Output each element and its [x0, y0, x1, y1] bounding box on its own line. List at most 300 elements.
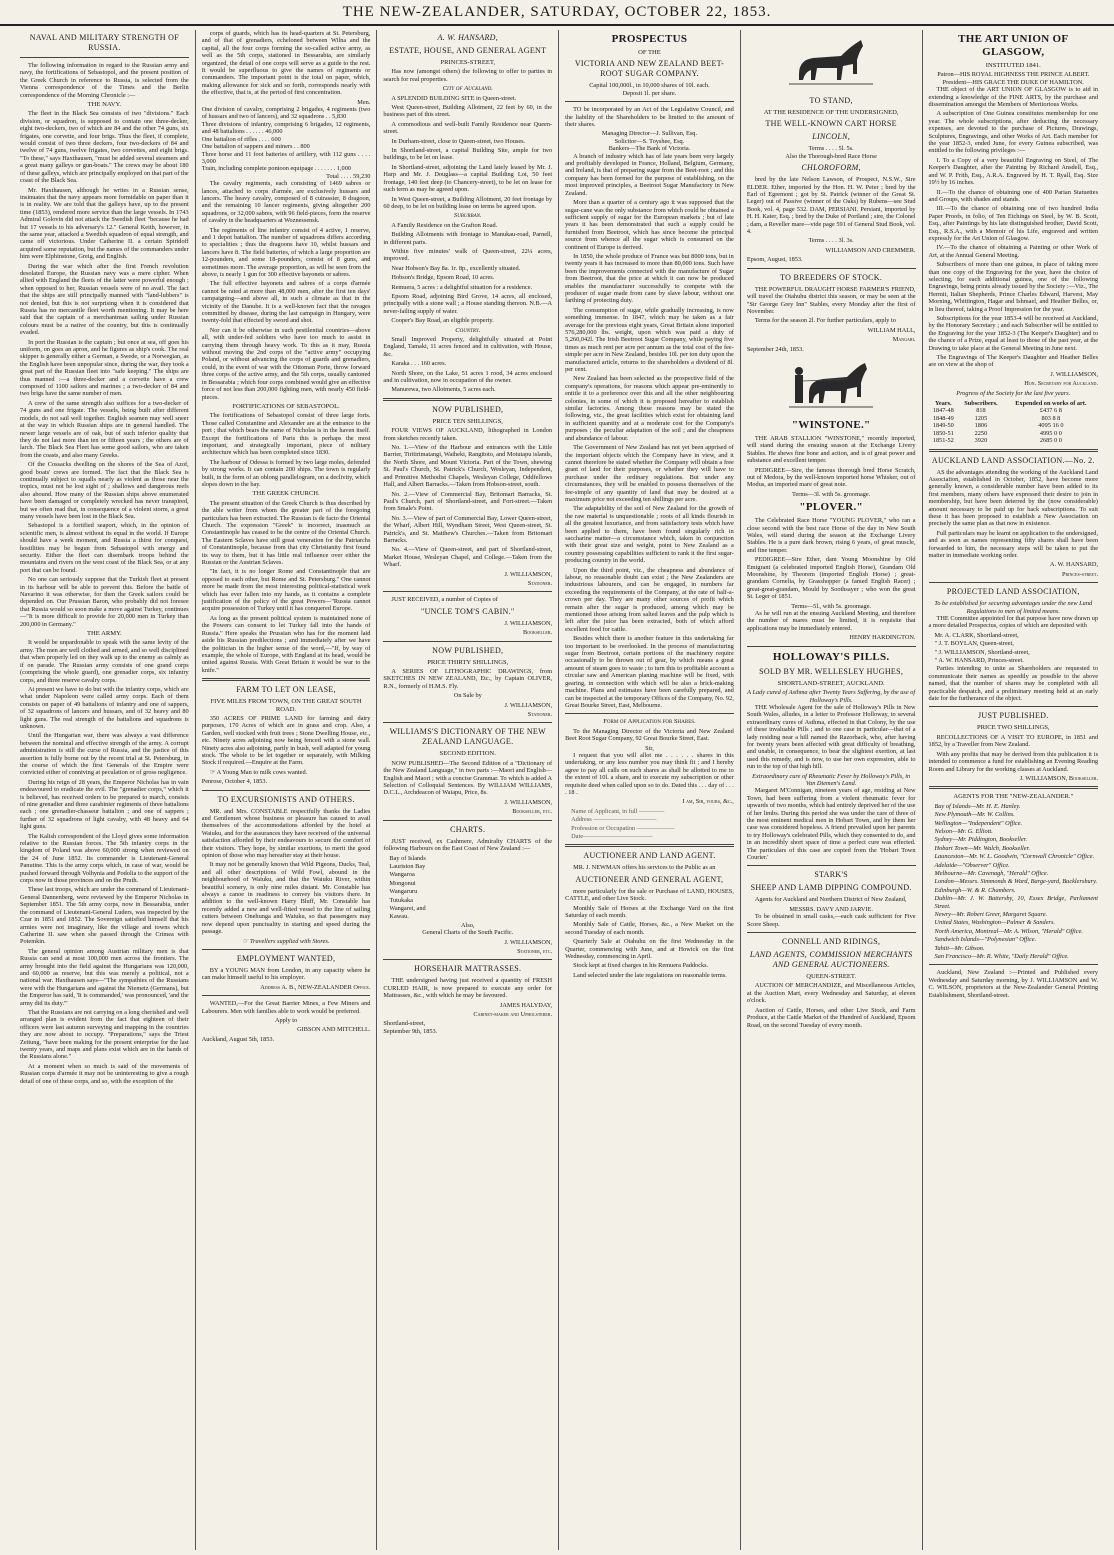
list-item: Near Hobson's Bay 8a. 1r. 8p., excellently situated.: [391, 264, 521, 272]
table-cell: 4095 16 0: [1038, 422, 1064, 430]
agent-item: Edinburgh—W. & R. Chambers.: [934, 886, 1016, 894]
paragraph: I request that you will allot me . . . . . . shares in this undertaking, or any less number you may think fit ; and I hereby agree to pay all calls on such shares as shall be allotted to me to the extent of 10l. a share, and to execute my subscription or other requisite deed when called upon so to do. Dated this . . . day of . . . . 18 .: [565, 751, 734, 796]
ad-heading: EMPLOYMENT WANTED,: [236, 953, 336, 963]
paragraph: The cavalry regiments, each consisting of 1469 sabres or lances, attached to corps d'armée, are exclusively hussars and lancers. The heavy cavalry, composed of 8 cuirassier, 8 dragoon, and the remaining 10 lancer regiments, giving altogether 200 squadrons, or 32,000 sabres, with 96 field-pieces, form the reserve of cavalry in the headquarters at Woznessensk.: [201, 180, 371, 225]
table-row: One battalion of sappers and miners . . 800: [201, 143, 310, 151]
paragraph: A branch of industry which has of late years been very largely and profitably developed in France, Holland, Belgium, Germany, and Ireland, is that of preparing sugar from the Beet-root ; and this company has been formed for the purpose of establishing, on the most improved principles, a Beetroot Sugar Manufactory in New Zealand.: [565, 152, 734, 197]
paragraph: It may not be generally known that Wild Pigeons, Ducks, Teal, and all other descriptions of Wild Fowl, abound in the neighbourhood of Waiuku, and that the Waiuku River, within beautiful scenery, is only nine miles distant. Mr. Constable has always a canoe in readiness to convey his visitors there. In addition to the well-known Harry Bluff, Mr. Constable has recently added a new and well-fitted vessel to the line of sailing cutters between Onehunga and Waiuku, so that passengers may now depend upon punctuality in starting and speed during the passage.: [201, 861, 371, 936]
masthead: [0, 0, 1114, 26]
ad-heading: NOW PUBLISHED,: [432, 645, 504, 655]
paragraph: The Celebrated Race Horse "YOUNG PLOVER," who ran a close second with the best race Horse of the day in New South Wales, will stand during the season at the Exchange Livery Stables. He is a pure dark brown, rising 6 years, of great muscle, and fine temper.: [746, 517, 916, 554]
list-item: II.—To the chance of obtaining one of 400 Parian Statuettes and Groups, with shades and stands.: [928, 188, 1099, 203]
agent-item: San Francisco—Mr. R. White, "Daily Herald" Office.: [934, 953, 1069, 961]
form-field: Address ——————————: [571, 816, 657, 824]
table-cell: 1847-48: [932, 407, 954, 415]
paragraph: The general opinion among Austrian military men is that Russia can send at most 100,000 men across the frontiers. The army brought into the field against the Hungarians was 120,000, and 60,000 as reserve, but this was merely a political, not a national war. Haxthausen says—"The sympathies of the Russians were with the Hungarians and against the Niemetz (Germans), but the Emperor has said, 'It is commanded,' was pronounced, 'and the army did its duty.'": [20, 947, 189, 1007]
paragraph: It would be unpardonable to speak with the same levity of the army. The men are well clothed and armed, and so well disciplined that when properly led on they walk up to the enemy as calmly as if on parade. The Russian army consists of one grand corps (comprising the whole guard), one grenadier corps, six infantry corps, and three reserve cavalry corps.: [20, 639, 189, 684]
ad-street: Shortland-street,: [383, 1020, 426, 1028]
ad-subheading: AT THE RESIDENCE OF THE UNDERSIGNED,: [763, 109, 899, 116]
list-item: No. 3.—View of part of Commercial Bay, Lower Queen-street, the Wharf, Albert Hill, Wyndham Street, West Queen-street, St. Patrick's, and St. Matthew's Churches.—Taken from Britomart Barracks.: [383, 514, 553, 544]
divider: [747, 932, 916, 933]
ad-terms: Terms . . . . 5l. 5s.: [808, 145, 854, 153]
divider: [202, 995, 371, 996]
ad-signature: J. WILLIAMSON,: [1050, 370, 1099, 378]
list-item: Building Allotments with frontage to Manukau-road, Parnell, in different parts.: [383, 231, 553, 246]
ad-date: Epsom, August, 1853.: [746, 256, 803, 264]
list-item: Epsom Road, adjoining Bird Grove, 14 acres, all enclosed, principally with a stone wall ; a House standing thereon. N.B.—A never-failing supply of water.: [383, 292, 553, 315]
ad-title: THE WELL-KNOWN CART HORSE: [765, 119, 897, 129]
paragraph: PEDIGREE—Sire Ether, dam Young Moonshine by Old Emigrant (a celebrated imported English Horse), Grandam Old Moonshine, by Theorem (imported English Horse) ; great-grandam Cornelia, by Grasshopper (a famed English Racer) ; great-great-grandam, Mould by Soothsayer ; who won the great St. Leger of 1851.: [746, 556, 916, 601]
paragraph: During his reign of 28 years, the Emperor Nicholas has in vain endeavoured to eradicate the evil. The "grenadier corps," which it is believed, has received orders to be prepared to march, consists of nine grenadier and three carabinier regiments of three battalions each ; one grenadier-chasseur battalion ; and one of sappers ; further of 32 squadrons of light cavalry, with 48 heavy and 64 light guns.: [20, 778, 189, 831]
ad-signature: GIBSON AND MITCHELL.: [297, 1026, 371, 1034]
ad-signature: A. W. HANSARD,: [1049, 561, 1099, 569]
ad-patron: Patron—HIS ROYAL HIGHNESS THE PRINCE ALBERT.: [937, 71, 1090, 79]
ad-note: General Charts of the South Pacific.: [422, 929, 514, 937]
paragraph: In 1850, the whole produce of France was but 8000 tons, but in twenty years it has increased to more than 80,000 tons. Such have been the improvements connected with the manufacture of Sugar from Beetroot, that the price at which it can now be produced enables the manufacturer successfully to compete with the producer of sugar made from cane by slave labour, without one farthing of protecting duty.: [565, 252, 734, 305]
paragraph: THE POWERFUL DRAUGHT HORSE FARMER'S FRIEND, will travel the Otahuhu district this season, or may be seen at the "Sir George Grey Inn" Stables, every Monday after the first of November.: [746, 285, 916, 315]
ad-case-title: Extraordinary cure of Rheumatic Fever by Holloway's Pills, in Van Diemen's Land.: [752, 772, 911, 787]
paragraph: JUST RECEIVED, a number of Copies of: [391, 596, 498, 604]
paragraph: The fortifications of Sebastopol consist of three large forts. Those called Constantine and Alexander are at the entrance to the port ; that which bears the name of Nicholas is in the haven itself. Except the fortifications of Paris this is perhaps the most important, and strategically important, piece of military architecture which has been completed since 1830.: [201, 412, 371, 457]
paragraph: FOUR VIEWS OF AUCKLAND, lithographed in London from sketches recently taken.: [383, 427, 553, 442]
ad-agents: MESSRS. DAVY AND JARVIE.: [789, 905, 873, 913]
list-item: A SPLENDID BUILDING SITE in Queen-street.: [391, 94, 517, 102]
divider: [383, 641, 552, 642]
paragraph: PEDIGREE—Sire, the famous thorough bred Horse Scratch, out of Medora, by the well-known imported horse Whisker, out of Modus, an imported mare of great note.: [746, 466, 916, 489]
list-item: A commodious and well-built Family Residence near Queen-street.: [383, 120, 553, 136]
paragraph: Agents for Auckland and Northern District of New Zealand,: [754, 896, 907, 904]
ad-heading: CHARTS.: [450, 824, 486, 834]
list-item: In Shortland-street, adjoining the Land lately leased by Mr. J. Harp and Mr. J. Douglass—a capital Building Lot, 50 feet frontage, 140 feet deep (to Chancery-street), to be let on lease for such term as may be agreed upon.: [383, 163, 553, 194]
divider: [929, 582, 1099, 583]
list-item: North Shore, on the Lake, 51 acres 1 rood, 34 acres enclosed and in cultivation, now in occupation of the owner.: [383, 369, 553, 385]
divider: [202, 790, 371, 791]
paragraph: Monthly Sale of Cattle, Horses, &c., a New Market on the second Tuesday of each month.: [565, 921, 734, 936]
table-row: [929, 437, 1099, 444]
ad-price: PRICE TWO SHILLINGS,: [976, 724, 1050, 732]
paragraph: Terms for the season 2l. For further particulars, apply to: [754, 317, 896, 325]
paragraph: Subscribers of more than one guinea, in place of taking more than one copy of the Engraving for the year, have the choice of selecting, for each additional guinea, one of the following Engravings, being prints already issued by the Society :—Viz., The Hermit, Italian Shepherds, Prince Charles Edward, Harvest, May Morning, Whittington, Hagar and Ishmael, and Heather Belles, or, in lieu thereof, taking a Proof Impression for the year.: [928, 261, 1099, 313]
divider: [383, 959, 552, 960]
agent-item: Newry—Mr. Robert Greer, Margaret Square.: [934, 911, 1048, 918]
table-row: [929, 422, 1099, 429]
list-item: West Queen-street, Building Allotment, 22 feet by 60, in the business part of this street.: [383, 104, 553, 119]
ad-heading: PROSPECTUS: [611, 33, 688, 45]
paragraph: Mr. Haxthausen, although he writes in a Russian sense, insinuates that the navy appears more formidable on paper than it is in reality. We are told that the galleys have, up to the present time (1853), rendered more service than the large vessels. In 1743 Admiral Golovin did not attack the Swedish fleet "because he had but 17 vessels to his adversary's 12." General Keith, however, in the same year, attacked a Swedish squadron of equal strength, and came off victorious. Under Catherine II. a certain Spiridoff acquired some reputation, but the names of the commanders under him were Elphinstone, Greig, and English.: [20, 186, 189, 261]
ad-deposit: Deposit 1l. per share.: [622, 89, 677, 97]
ad-capital: Capital 100,000l., in 10,000 shares of 10l. each.: [589, 82, 710, 90]
table-cell: 1806: [974, 422, 988, 430]
paragraph: TO be incorporated by an Act of the Legislative Council, and the liability of the Shareholders to be limited to the amount of their shares.: [565, 106, 734, 129]
ad-note: On Sale by: [453, 692, 482, 700]
ad-signature: JAMES HALYDAY,: [499, 1001, 553, 1009]
ad-note: Also,: [461, 921, 475, 929]
divider: [383, 398, 552, 401]
ad-price: PRICE TEN SHILLINGS,: [432, 417, 503, 425]
table-cell: 1850-51: [932, 429, 954, 437]
list-item: In West Queen-street, a Building Allotment, 20 feet frontage by 60 deep, to be let on building lease on terms be agreed upon.: [383, 195, 553, 210]
paragraph: That the Russians are not carrying on a long cherished and well arranged plan is evident from the fact that eighteen of their officers were last autumn surveying and mapping in the countries they are now about to occupy. "Preparations," says the Triest Zeitung, "have been making for the present enterprise for the last twenty years, and maps and plans exist which are in the hands of the Russians alone.": [20, 1008, 189, 1061]
ad-title: LAND AGENTS, COMMISSION MERCHANTS AND GENERAL AUCTIONEERS.: [749, 950, 913, 970]
paragraph: THE Wholesale Agent for the sale of Holloway's Pills in New South Wales, alludes, in a letter to Professor Holloway, to several extraordinary cures of Asthma, effected in that Colony, by the use of these invaluable Pills ; and to one case in particular—that of a lady residing near a hill named the Razorback, who, after having for twenty years been affected with great difficulty of breathing, and unable, in consequence, to bear the slightest exertion, at last used this remedy, and is now, to use her own expression, able to run to the top of that high hill.: [746, 703, 916, 771]
horse-name: CHLOROFORM,: [801, 163, 861, 173]
paragraph: Has now (amongst others) the following to offer to parties in search for real properties.: [383, 68, 553, 83]
agent-item: Bay of Islands—Mr. H. E. Hanley.: [934, 802, 1021, 810]
paragraph: The fleet in the Black Sea consists of two "divisions." Each division, or squadron, is supposed to contain one three-decker, eight two-deckers, two of which are 84 and the other 74 guns, six frigates, one corvette, and four brigs. Thus the fleet, if complete, would consist of two three deckers, four two-deckers of 84 and twelve of 74 guns, twelve frigates, two corvettes, and eight brigs. "To these," says Haxthausen, "must be added several steamers and a great many galleys or gun-boats." The crews may be about 180 of these galleys, which are principally employed on that part of the coast of the Black Sea.: [20, 110, 189, 185]
ad-heading: HOLLOWAY'S PILLS.: [772, 650, 890, 663]
ad-terms: Terms . . . . 3l. 3s.: [808, 237, 854, 245]
form-field: Name of Applicant, in full ————: [571, 807, 665, 815]
paragraph: The following information in regard to the Russian army and navy, the fortifications of Sebastopol, and the present position of the Greek Church in reference to Russia, is selected from the Vienna correspondence of the Times and the Berlin correspondence of the Morning Chronicle :—: [20, 62, 189, 99]
paragraph: Besides which there is another feature in this undertaking far too important to be overlooked. In the process of manufacturing sugar from Beetroot, certain portions of the machinery require occasionally to be thrown out of gear, by which means a great amount of steam goes to waste ; to turn this to profitable account a circular saw and American planing machine will be fixed, with gearing, in connection with which will be also a brick-making machine. Plans and estimates have been carefully prepared, and can be inspected at the temporary Offices of the Company, No. 92, Great Bourke Street, East, Melbourne.: [565, 635, 734, 709]
list-item: Lauriston Bay: [389, 862, 426, 870]
ad-signature-title: Bookseller, etc.: [512, 808, 553, 816]
paragraph: At a moment when so much is said of the movements of Russian corps d'armée it may not be uninteresting to give a rough detail of one of these corps, and so, with the exception of the: [20, 1062, 189, 1085]
list-item: Within five minutes' walk of Queen-street, 22¼ acres, improved.: [383, 247, 553, 263]
divider: [383, 722, 552, 723]
paragraph: THE ARAB STALLION "WINSTONE," recently imported, will stand during the ensuing season at the Exchange Livery Stables. He shews fine bone and action, and is of great power and substance and excellent temper.: [746, 434, 916, 465]
ad-signature-title: Stationer.: [527, 711, 553, 719]
agent-item: Wellington—"Independent" Office.: [934, 819, 1023, 827]
list-item: Remuera, 5 acres : a delightful situation for a residence.: [391, 283, 533, 291]
ad-date: Penrose, October 4, 1853.: [201, 778, 268, 786]
paragraph: More than a quarter of a century ago it was supposed that the sugar-cane was the only substance from which could be obtained a sufficient supply of sugar for the European markets ; but of late years it has been demonstrated that such a supply could be furnished from Beetroot, which has since become the principal source from whence all the sugar which is consumed on the continent of Europe is derived.: [565, 199, 734, 251]
paragraph: A SERIES OF LITHOGRAPHIC DRAWINGS, from SKETCHES IN NEW ZEALAND, Etc., by Captain OLIVER, R.N., formerly of H.M.S. Fly.: [383, 668, 553, 690]
agent-item: New Plymouth—Mr. W. Collins.: [934, 811, 1015, 819]
ad-signature: WILLIAMSON AND CREMMER.: [825, 246, 916, 254]
paragraph: Stock kept at fixed charges in his Remuera Paddocks.: [573, 962, 709, 970]
agent-item: Launceston—Mr. W. L. Goodwin, "Cornwall Chronicle" Office.: [934, 853, 1095, 861]
table-cell: 1849-50: [932, 422, 954, 430]
ad-signature: J. WILLIAMSON,: [504, 701, 553, 709]
table-row: One battalion of rifles . . . . 600: [201, 135, 281, 143]
ad-place: Mangari.: [892, 336, 916, 344]
ad-date: September 24th, 1853.: [746, 345, 804, 353]
ad-title: VICTORIA AND NEW ZEALAND BEET-ROOT SUGAR COMPANY.: [574, 59, 725, 79]
ad-heading: JUST PUBLISHED.: [977, 711, 1049, 721]
form-sign: I am, Sir, yours, &c.,: [682, 798, 734, 806]
ad-signature: WILLIAM HALL,: [867, 326, 916, 334]
divider: [565, 101, 734, 102]
ad-note: ☞ Travellers supplied with Stores.: [242, 937, 330, 945]
divider: [929, 786, 1099, 789]
paragraph: Nor can it be otherwise in such pestilential countries—above all, with under-fed soldiers who have too much to assist in carrying them through heavy work. To this as it may, Russia without moving the 2nd corps of the "active army" occupying Poland, or without advancing the corps of guards and grenadiers, could, in the event of war with the Ottoman Porte, throw forward three corps of the active army, and the 5th corps, usually cantoned in Bessarabia ; which four corps combined would give an effective force of not less than 200,000 fighting men, with nearly 450 field-pieces.: [201, 326, 371, 401]
divider: [565, 844, 734, 847]
divider: [20, 57, 189, 58]
form-field: Profession or Occupation ——————: [571, 824, 675, 832]
paragraph: To the Managing Director of the Victoria and New Zealand Beet Root Sugar Company, 92 Great Bourke Street, East.: [565, 727, 734, 743]
table-cell: 1848-49: [932, 414, 954, 422]
list-item: " J. T. BOYLAN, Queen-street,: [934, 640, 1014, 648]
list-item: No. 2.—View of Commercial Bay, Britomart Barracks, St. Paul's Church, part of Shortland-street, and Fort-street.—Taken from Smale's Point.: [383, 490, 553, 513]
paragraph: The full effective bayonets and sabres of a corps d'armée cannot be rated at more than 48,000 men, after the first ten days' campaigning—and above all, in such a climate as that in the vicinity of the Danube. It is a well-known fact that the ravages committed by disease, during the last campaign in Hungary, were twenty-fold that effected by sword and shot.: [201, 280, 371, 325]
paragraph: As he will run at the ensuing Auckland Meeting, and therefore the number of mares must be limited, it is requisite that applications may be immediately entered.: [746, 610, 916, 632]
paragraph: A crew of the same strength also suffices for a two-decker of 74 guns and one frigate. The vessels, being built after different models, do not sail well together. English seamen may well sneer at the way in which Russian ships are in general handled. The newer large vessels are of oak, but of such inferior quality that they do not last more than ten or fifteen years ; the others are of larch. The Black Sea Fleet has some good sailors, who are taken from the coasts, and also many Greeks.: [20, 399, 189, 459]
list-item: IV.—To the chance of obtaining a Painting or other Work of Art, at the Annual General Meeting.: [928, 244, 1099, 259]
ad-contact: Apply to: [274, 1016, 298, 1024]
paragraph: AS the advantages attending the working of the Auckland Land Association, established in October, 1852, have become more generally known, a considerable number have been added to its first members, many others have expressed their desire to join in membership, but have been deterred by the (now considerable) amount necessary to be paid up for back subscriptions. To suit these it has been proposed to establish a New Association on precisely the same plan as that now in existence.: [928, 468, 1099, 528]
ad-street: PRINCES-STREET,: [440, 59, 496, 66]
ad-heading: PROJECTED LAND ASSOCIATION,: [946, 587, 1080, 597]
divider: [202, 949, 371, 950]
list-item: In Durham-street, close to Queen-street, two Houses.: [391, 137, 526, 145]
table-header: Years.: [935, 400, 952, 408]
list-item: In Shortland-street, a capital Building Site, ample for two buildings, to be let on lease.: [383, 147, 553, 162]
ad-date: September 9th, 1853.: [383, 1027, 438, 1035]
agent-item: Tahiti—Mr. Gibson.: [934, 944, 985, 952]
ad-officer: Managing Director—J. Sullivan, Esq.: [601, 130, 698, 138]
paragraph: Sebastopol is a fortified seaport, which, in the opinion of scientific men, is almost without its equal in the world. If Europe should have a week moment, and Russia a thirst for conquest, hostilities may be begun from Sebastopol with energy and security. Either the fleet can disembark troops behind the mountains and rivers on the west coast of the Black Sea, or at any port that can be found.: [20, 522, 189, 574]
paragraph: MR. and Mrs. CONSTABLE respectfully thanks the Ladies and Gentlemen whose business or pleasure has caused to avail themselves of the accommodations afforded by the hotel at Waiuku, and for the assurances they have received of the universal satisfaction afforded by their endeavours to secure the comfort of their visitors. They hope, by similar exertions, to merit the good opinion of those who may hereafter stay at their house.: [201, 807, 371, 860]
table-row: [929, 430, 1099, 437]
list-item: Mr. A. CLARK, Shortland-street,: [934, 631, 1019, 639]
column-3: [377, 30, 559, 1550]
agent-item: London—Messrs. Simmonds & Ward, Barge-yard, Bucklersbury.: [934, 878, 1098, 886]
list-item: I. To a Copy of a very beautiful Engraving on Steel, of The Keeper's Daughter, after the Painting by Richard Ansdell, Esq., and W. P. Frith, Esq., A.R.A. Engraved by H. T. Ryall, Esq. Size 19½ by 16 inches.: [928, 156, 1099, 187]
agent-item: Nelson—Mr. G. Elliott.: [934, 827, 993, 835]
list-item: " A. W. HANSARD, Princes-street.: [934, 657, 1024, 665]
list-item: No. 4.—View of Queen-street, and part of Shortland-street, Market House, Wesleyan Chapel, and College.—Taken from the Wharf.: [383, 546, 553, 569]
ad-signature-title: Princes-street.: [1061, 570, 1099, 578]
table-row: One division of cavalry, comprising 2 brigades, 4 regiments (two of hussars and two of lancers), and 32 squadrons . . 5,830: [201, 106, 371, 121]
ad-contact: Address A. B., NEW-ZEALANDER Office.: [260, 983, 371, 991]
section-heading: Country.: [455, 326, 481, 334]
ad-heading: WILLIAMS'S DICTIONARY OF THE NEW ZEALAND LANGUAGE.: [389, 727, 546, 747]
divider: [383, 591, 552, 592]
list-item: Cooper's Bay Road, an eligible property.: [391, 317, 494, 325]
article-title: NAVAL AND MILITARY STRENGTH OF RUSSIA.: [29, 33, 179, 52]
section-heading: City of Auckland.: [442, 85, 493, 93]
ad-subheading: INSTITUTED 1841.: [985, 62, 1041, 69]
ad-signature-title: Stationer.: [527, 579, 553, 587]
list-item: Wangaroa: [389, 871, 415, 879]
ad-signature: J. WILLIAMSON,: [504, 570, 553, 578]
paragraph: bred by the late Nelson Lawson, of Prospect, N.S.W., Sire ELDER. Ether, imported by the Hon. H. W. Peter ; bred by the Earl of Egremont ; got by St. Patrick (winner of the Great St. Leger) out of Passive (winner of the Oaks) by Rubens—see Stud Book, vol. 4, page 532. DAM, PERSIANI. Persiani, imported by H. H. Kater, Esq. ; bred by the Duke of Portland ; sire, the Colonel ; dam, a Reveller mare—vide page 591 of General Stud Book, vol. 4.: [746, 176, 916, 236]
ad-street: SHORTLAND-STREET, AUCKLAND.: [777, 679, 885, 687]
table-cell: 818: [976, 407, 986, 415]
ad-signature: J. WILLIAMSON,: [504, 798, 553, 806]
table-row: Three divisions of infantry, comprising 6 brigades, 12 regiments, and 48 battalions . . . . . . 46,000: [201, 120, 371, 136]
masthead-title: THE NEW-ZEALANDER, SATURDAY, OCTOBER 22, 1853.: [342, 3, 772, 20]
paragraph: THE object of the ART UNION OF GLASGOW is to aid in extending a knowledge of the FINE ARTS, by the purchase and dissemination amongst the Members of Meritorious Works.: [928, 86, 1099, 109]
column-2: [196, 30, 378, 1550]
list-item: Wangarei, and: [389, 904, 426, 912]
divider: [747, 646, 916, 647]
table-cell: 4995 0 0: [1039, 429, 1062, 437]
list-item: Manurewa, two Allotments, 5 acres each.: [391, 386, 496, 394]
ad-subheading: To be established for securing advantages under the new Land Regulations to men of limited means.: [934, 600, 1093, 615]
paragraph: With any profits that may be derived from this publication it is intended to commence a fund for establishing an Evening Reading Room and Library for the working classes at Auckland.: [928, 750, 1099, 773]
paragraph: No one can seriously suppose that the Turkish fleet at present in its harbour will be able to prevent this. Before the battle of Navarino it was otherwise, for then the Greek sailors could be depended on. Our Prussian Baron, who probably did not foresee that Russia would so soon make a move against Turkey, continues—"It is more difficult to provide for 20,000 men in Turkey than 200,000 in Germany.": [20, 576, 189, 628]
ad-heading: A. W. HANSARD,: [437, 33, 499, 42]
ad-title: AUCTIONEER AND GENERAL AGENT,: [575, 874, 724, 884]
agent-item: Melbourne—Mr. Cavenagh, "Herald" Office.: [934, 869, 1049, 877]
table-cell: 803 8 8: [1041, 414, 1061, 422]
ad-heading: HORSEHAIR MATTRASSES.: [414, 964, 522, 974]
table-caption: Progress of the Society for the last five years.: [956, 389, 1071, 397]
paragraph: The present situation of the Greek Church is thus described by the able writer from whom the greater part of the foregoing particulars has been extracted. The Russian is de facto the Oriental Church. The expression "Greek" is incorrect, inasmuch as Constantinople has ceased to be the centre of the Oriental Church. The Eastern Sclaves have still great veneration for the Patriarchs of Constantinople, because from that city Christianity first found its way to them, but it has little real influence over either the Russian or the Austrian Sclaves.: [201, 499, 371, 567]
section-heading: THE NAVY.: [87, 101, 122, 109]
paragraph: The consumption of sugar, while gradually increasing, is now something immense. In 1847, which may be taken as a fair average for the previous eight years, Great Britain alone imported 576,280,000 lbs. weight, upon which was paid a duty of 5,260,042l. The Irish Beetroot Sugar Company, while paying five times as much rent per acre per annum as the total cost of the fee-simple per acre in New Zealand, besides 10l. per ton duty upon the manufactured article, returns to the shareholders a dividend of 8l. per cent.: [565, 306, 734, 374]
list-item: Hobson's Bridge, Epsom Road, 10 acres.: [391, 274, 495, 282]
agent-item: Sandwich Islands—"Polynesian" Office.: [934, 936, 1037, 944]
paragraph: WANTED,—For the Great Barrier Mines, a Few Miners and Labourers. Men with families able to work would be preferred.: [201, 1000, 371, 1015]
paragraph: THE undersigned having just received a quantity of FRESH CURLED HAIR, is now prepared to execute any order for Mattrasses, &c., with which he may be favoured.: [383, 977, 553, 1000]
paragraph: Parties intending to unite as Shareholders are requested to communicate their names as speedily as possible to the above named, that the number of shares may be completed with all practicable despatch, and a preliminary meeting held at an early date for the furtherance of the object.: [928, 665, 1099, 703]
agent-item: United States, Washington—Palmer & Sanders.: [934, 919, 1055, 927]
list-item: " J. WILLIAMSON, Shortland-street,: [934, 648, 1030, 656]
paragraph: 350 ACRES OF PRIME LAND for farming and dairy purposes, 170 Acres of which are in grass and crop. Also, a Garden, well stocked with fruit trees ; Stone Dwelling House, etc., etc. Ninety acres adjoining now being fenced with a stone wall. Ninety acres also adjoining, partly in bush, well adapted for young stock. The whole to be let together or separately, with Milking Stock if required.—Enquire at the Farm.: [201, 714, 371, 767]
ad-subheading: OF THE: [638, 49, 661, 56]
section-heading: Form of Application for Shares.: [603, 718, 696, 726]
ad-signature-title: Stationer, etc.: [517, 947, 553, 955]
divider: [929, 449, 1099, 452]
paragraph: The Engravings of The Keeper's Daughter and Heather Belles are on view at the shop of: [928, 354, 1099, 369]
table-row: Train, including complete pontoon equipage . . . . . . . 1,000: [201, 165, 352, 173]
paragraph: corps of guards, which has its head-quarters at St. Petersburg, and of that of grenadiers, echeloned between Wilna and the capital, all the four corps forming the so-called active army, as well as the 5th corps, stationed in Bessarabia, are similarly organized, the detail of one corps will serve as a guide to the rest. It would be superfluous to give the names of regiments or commanders. The important point is the total on paper, which, making allowance for sick and so forth, corresponds nearly with the effective, that is, at the period of first concentration.: [201, 30, 371, 97]
table-header: Subscribers.: [964, 400, 998, 408]
ad-signature: J. WILLIAMSON,: [504, 619, 553, 627]
list-item: A Family Residence on the Grafton Road.: [391, 221, 498, 229]
ad-heading: CONNELL AND RIDINGS,: [781, 937, 881, 947]
divider: [747, 268, 916, 269]
paragraph: The adaptability of the soil of New Zealand for the growth of the raw material is unquestionable ; roots of all kinds flourish in all the greatest luxuriance, and from satisfactory tests which have been applied to them, have been found singularly rich in saccharine matter—a circumstance which, taken in conjunction with their great size and weight, point to New Zealand as a country possessing capabilities sufficient to rank it the first sugar-producing country in the world.: [565, 505, 734, 565]
list-item: Tutukaka: [389, 896, 413, 904]
table-cell: 1851-52: [932, 437, 954, 445]
ad-heading: "WINSTONE.": [791, 418, 871, 431]
column-1: [14, 30, 196, 1550]
paragraph: more particularly for the sale or Purchase of LAND, HOUSES, CATTLE, and other Live Stock.: [565, 887, 734, 903]
divider: [202, 678, 371, 681]
ad-terms: Terms—5l., with 5s. groomage.: [791, 602, 872, 610]
divider: [929, 706, 1099, 707]
paragraph: In port the Russian is the captain ; but once at sea, off goes his uniform, on goes an apron, and he figures as ship's cook. The real skipper is generally either a German, a Swede, or a Norwegian, as the English have been unpopular since, during the war, they took a great part of the Russian fleet into "safe keeping." The ships are thus manned :—a three-decker and a corvette have a crew composed of 1100 sailors and marines ; a two-decker of 84 and two brigs have the same number of men.: [20, 338, 189, 398]
imprint: Auckland, New Zealand :—Printed and Published every Wednesday and Saturday morning, by J. WILLIAMSON and W. C. WILSON, proprietors at the New-Zealander General Printing Establishment, Shortland-street.: [928, 969, 1099, 999]
ad-subheading: SOLD BY MR. WELLESLEY HUGHES,: [759, 666, 904, 676]
paragraph: Upon the third point, viz., the cheapness and abundance of labour, no reasonable doubt can exist ; the New Zealanders are industrious labourers, and can be engaged, in numbers far exceeding the requirements of the Company, at the rate of half-a-crown per day. They are many other sources of profit which remain after the sugar is produced, among which may be mentioned those arising from salted leaves and the pulp which is left after the juice has been extracted, both of which afford excellent food for cattle.: [565, 566, 734, 633]
progress-table: [929, 400, 1099, 444]
table-header: Expended on works of art.: [1015, 400, 1087, 408]
paragraph: THE Committee appointed for that purpose have now drawn up a more detailed Prospectus, copies of which are deposited with: [928, 615, 1099, 630]
ad-heading: THE ART UNION OF GLASGOW,: [958, 33, 1069, 58]
ad-case-title: A Lady cured of Asthma after Twenty Years Suffering, by the use of Holloway's Pills.: [747, 689, 916, 704]
paragraph: These last troops, which are under the command of Lieutenant-General Dannenberg, were reviewed by the Emperor Nicholas in September 1851. The 5th army corps, now in Bessarabia, under the command of Lieutenant-General Luders, was inspected by the Czar in 1851 and 1852. The Sovereign satisfied himself that his armies were not imaginary, like the village and towns which Catherine II. saw when she passed through the Crimea with Potemkin.: [20, 886, 189, 946]
paragraph: During the war which after the first French revolution desolated Europe, the Russian navy was a mere cipher. When allied with England the fleets of the latter were powerful enough ; when opposed to her, Russian vessels were of no avail. The fact that the ships are still principally manned with "land-lubbers" is not denied, but this is not surprising when it is considered that Russia has no mercantile fleet worth mentioning. It may be here said that the captain of a merchantman sailing under Russian colours must be a native of the country, but this is continually evaded.: [20, 262, 189, 337]
paragraph: "In fact, it is no longer Rome and Constantinople that are opposed to each other, but Rome and St. Petersburg." One cannot more be made from the most interesting political-statistical work which has ever fallen into my hands, as it contains a complete justification of the policy of the great Powers—"Russia cannot acquire possession of Turkey until it has conquered Europe.: [201, 568, 371, 613]
section-heading: FORTIFICATIONS OF SEBASTOPOL.: [232, 402, 340, 410]
table-row: [929, 400, 1099, 407]
section-heading: THE GREEK CHURCH.: [252, 490, 320, 498]
table-cell: 2685 0 0: [1039, 437, 1062, 445]
ad-title: SHEEP AND LAMB DIPPING COMPOUND.: [750, 883, 912, 893]
form-salutation: Sir,: [645, 744, 654, 752]
page-columns: [14, 30, 1104, 1550]
ad-heading: STARK'S: [814, 870, 848, 880]
ad-officer: Bankers—The Bank of Victoria.: [608, 145, 691, 153]
table-cell: 1205: [974, 414, 988, 422]
paragraph: RECOLLECTIONS OF A VISIT TO EUROPE, in 1851 and 1852, by a Traveller from New Zealand.: [928, 733, 1099, 749]
agent-item: North America, Montreal—Mr. A. Wilson, "Herald" Office.: [934, 927, 1083, 935]
ad-signature-title: Cabinet-maker and Upholsterer.: [473, 1011, 553, 1018]
paragraph: BY a YOUNG MAN from London, in any capacity where he can make himself useful to his employer.: [201, 966, 371, 982]
section-heading: THE ARMY.: [87, 630, 122, 638]
paragraph: As long as the present political system is maintained none of the Powers can consent to let Turkey fall into the hands of Russia." Here speaks the Prussian who has for the moment laid aside his Russian predilections ; and immediately after we have the politician in the higher sense of the word,—"If, by way of example, the whole of Europe, with England at its head, would be united against Russia. With Great Britain it would be war to the knife.": [201, 614, 371, 674]
paragraph: Of the Cossacks dwelling on the shores of the Sea of Azof, good boats' crews are formed. The fact that the Black Sea is continually subject to squalls nearly as violent as those near the tropics, must not be lost sight of ; shallows and dangerous reefs also abound. How many of the Russian ships above enumerated have been damaged or completely wrecked has never transpired, but we often read that, in consequence of a violent storm, a great many vessels have been lost in the Black Sea.: [20, 461, 189, 520]
ad-signature: J. WILLIAMSON, Bookseller.: [1019, 774, 1099, 782]
paragraph: Subscriptions for the year 1853-4 will be received at Auckland, by the Honorary Secretary ; and each Subscriber will be entitled to the Engraving for the year 1852-3 (The Keeper's Daughter) and to the chance of a Prize, equal at least to those of the past year, at the Drawing to take place at the General Meeting in June next.: [928, 315, 1099, 352]
ad-heading: AUCTIONEER AND LAND AGENT.: [583, 851, 716, 861]
ad-signature-title: Hon. Secretary for Auckland.: [1024, 380, 1099, 388]
column-4: [559, 30, 741, 1550]
table-row: [929, 407, 1099, 414]
ad-heading: "UNCLE TOM'S CABIN.": [421, 606, 515, 616]
paragraph: The harbour of Odessa is formed by two large moles, defended by strong works. It can contain 200 ships. The town is regularly built, in the form of an oblong parallelogram, on a declivity, which slopes down to the bay.: [201, 458, 371, 488]
table-header: Men.: [357, 98, 371, 106]
agent-item: Sydney—Mr. Piddington, Bookseller.: [934, 836, 1028, 844]
horse-name: LINCOLN,: [812, 132, 851, 142]
paragraph: A subscription of One Guinea constitutes membership for one year. The whole subscriptions, after deducting the necessary expenses, are devoted to the purchase of Pictures, Drawings, Sculptures, Engravings, and other Works of Art. Each member for the year 1852-3, ended June, for every Guinea subscribed, was entitled to the following privileges :—: [928, 110, 1099, 155]
paragraph: Land selected under the late regulations on reasonable terms.: [573, 971, 727, 979]
horse-illustration-icon: [785, 34, 877, 92]
column-5: [741, 30, 923, 1550]
ad-heading: TO EXCURSIONISTS AND OTHERS.: [217, 794, 355, 804]
section-heading: Suburban.: [453, 212, 482, 220]
agent-item: Hobart Town—Mr. Walch, Bookseller.: [934, 844, 1030, 852]
paragraph: Full particulars may be learnt on application to the undersigned, and as soon as names representing fifty shares shall have been forwarded to him, the necessary steps will be taken to put the matter in immediate working order.: [928, 529, 1099, 559]
section-heading: AGENTS FOR THE "NEW-ZEALANDER.": [953, 793, 1074, 801]
divider: [565, 713, 734, 714]
divider: [747, 865, 916, 866]
paragraph: At present we have to do but with the infantry corps, which are what under Napoleon were called army corps. Each of them consists on paper of 49 battalions of infantry and one of sappers, of 32 squadrons of lancers and hussars, and of 32 heavy and 80 light guns. The real strength of the battalions and squadrons is unknown.: [20, 685, 189, 730]
paragraph: Auction of Cattle, Horses, and other Live Stock, and Farm Produce, at the Cattle Market of the Hundred of Auckland, Epsom Road, on the second Tuesday of every month.: [746, 1006, 916, 1029]
table-row: [929, 415, 1099, 422]
paragraph: NOW PUBLISHED—The Second Edition of a "Dictionary of the New Zealand Language," in two parts :—Maori and English—English and Maori ; with a concise Grammar. To which is added A Selection of Colloquial Sentences. By WILLIAM WILLIAMS, D.C.L., Archdeacon of Waiapu, Price, 8s.: [383, 759, 553, 797]
agent-item: Adelaide—"Observer" Office.: [934, 861, 1010, 869]
paragraph: The Kalish correspondent of the Lloyd gives some information relative to the Russian forces. The 5th infantry corps in the kingdom of Poland was above 60,000 strong when reviewed on the 24 of June 1852. Its commander is Lieutenant-General Panutine. This is the army corps which, in case of war, would be pushed forward through Volhynia and Podolia to the support of the corps now in those provinces and on the Pruth.: [20, 832, 189, 885]
form-field: Date———————————: [571, 833, 653, 840]
divider: [383, 820, 552, 821]
ad-subheading: FIVE MILES FROM TOWN, ON THE GREAT SOUTH ROAD.: [210, 698, 362, 713]
column-6: [923, 30, 1105, 1550]
paragraph: AUCTION OF MERCHANDIZE, and Miscellaneous Articles, at the Auction Mart, every Wednesday and Saturday, at eleven o'clock.: [746, 982, 916, 1005]
paragraph: JUST received, ex Cashmere, Admiralty CHARTS of the following Harbours on the East Coast of New Zealand :—: [383, 837, 553, 853]
list-item: Kawau.: [389, 913, 409, 921]
ad-signature: J. WILLIAMSON,: [504, 938, 553, 946]
paragraph: New Zealand has been selected as the prospective field of the company's operations, for reasons which appear pre-eminently to entitle it to a preference over this and all the other neighbouring colonies, in some of which it is proposed hereafter to establish similar factories. Among these reasons may be stated the following, viz., the great facilities which exist for obtaining land in sufficient quantity and at a moderate cost for the Company's purposes ; the peculiar adaptation of the soil ; and the cheapness and abundance of labour.: [565, 375, 734, 442]
ad-price: PRICE THIRTY SHILLINGS,: [427, 658, 509, 666]
ad-president: President—HIS GRACE THE DUKE OF HAMILTON.: [942, 78, 1084, 86]
ad-heading: "PLOVER.": [799, 501, 863, 514]
divider: [929, 964, 1099, 965]
ad-signature-title: Bookseller.: [523, 629, 553, 637]
table-cell: £437 6 8: [1039, 407, 1062, 415]
table-cell: 2250: [974, 429, 988, 437]
ad-heading: FARM TO LET ON LEASE,: [236, 685, 336, 695]
list-item: Bay of Islands: [389, 854, 426, 862]
ad-heading: AUCKLAND LAND ASSOCIATION.—No. 2.: [931, 455, 1095, 465]
paragraph: Monthly Sale of Horses at the Exchange Yard on the first Saturday of each month.: [565, 904, 734, 920]
paragraph: Margaret M'Connigan, nineteen years of age, residing at New Town, had been suffering from a violent rheumatic fever for upwards of two months, which had entirely deprived her of the use of her limbs. During this period she was under the care of three of the most eminent medical men in Hobart Town, and by them her case was considered hopeless. A friend prevailed upon her parents to try Holloway's celebrated Pills, which they consented to do, and in an incredibly short space of time a perfect cure was effected. The particulars of this case are copied from the 'Hobart Town Courier.': [746, 787, 916, 862]
table-row: Total . . . . 59,230: [326, 172, 371, 180]
list-item: Mongonui: [389, 879, 416, 887]
paragraph: Quarterly Sale at Otahuhu on the first Wednesday in the Quarter, commencing with June, and at Howick on the first Wednesday, commencing in April.: [565, 938, 734, 961]
list-item: No. 1.—View of the Harbour and entrances with the Little Barrier, Tiritirimatangi, Waiheki, Rangitoto, and Motutapu islands, the North Shore, and Mount Victoria. Part of the Town, shewing St. Paul's Church, St. Patrick's Church, Wesleyan, Independent, and Primitive Methodist Chapels, Wesleyan College, Oddfellows Hall, and Albert Barracks.—Taken from Hobson-street, south.: [383, 444, 553, 489]
paragraph: ☞ A Young Man to milk cows wanted.: [209, 768, 308, 776]
agent-item: Dublin—Mr. J. W. Battersby, 10, Essex Bridge, Parliament Street.: [934, 895, 1099, 910]
list-item: Karaka . . . 160 acres.: [391, 360, 447, 368]
ad-terms: Terms—3l. with 5s. groomage.: [792, 490, 871, 498]
ad-heading: TO BREEDERS OF STOCK.: [780, 272, 883, 282]
